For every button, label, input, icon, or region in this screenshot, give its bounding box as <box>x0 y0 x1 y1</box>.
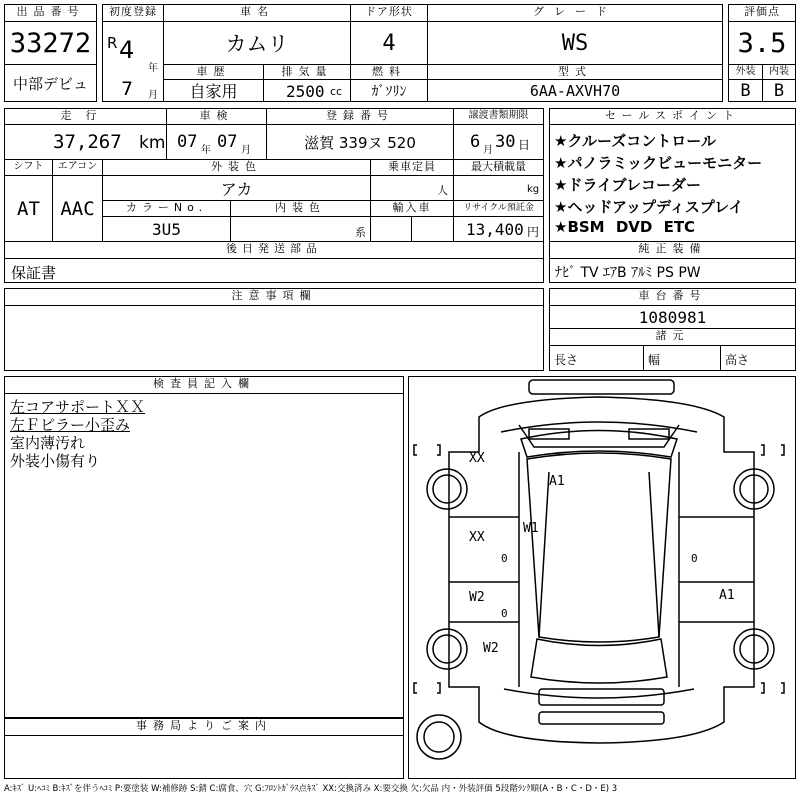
import-label: 輸入車 <box>371 201 453 215</box>
mileage-label: 走行 <box>5 109 166 123</box>
inspector-notes <box>4 393 404 718</box>
later-parts-value: 保証書 <box>11 264 57 282</box>
color-no-label: カラーNo. <box>103 201 230 215</box>
notes-area <box>4 305 544 371</box>
height-cell <box>720 345 796 371</box>
dims-label: 諸元 <box>550 329 795 343</box>
interior-label: 内装 <box>763 65 795 79</box>
mark-a1-roof: A1 <box>549 474 565 489</box>
plate-label-cell <box>266 108 454 125</box>
inspector-label: 検査員記入欄 <box>5 377 403 391</box>
transfer-day: 30 <box>495 132 516 152</box>
office-label: 事務局よりご案内 <box>5 719 403 733</box>
displacement-unit: cc <box>330 85 343 98</box>
inspection-year: 07 <box>177 132 198 152</box>
int-color-unit: 系 <box>355 226 366 239</box>
inspector-line: 外装小傷有り <box>10 452 101 470</box>
transfer-month-unit: 月 <box>483 145 493 156</box>
mark-xx-front-left: XX <box>469 451 485 466</box>
equipment-label-cell <box>549 241 796 259</box>
capacity-label-cell <box>370 159 454 176</box>
exterior-grade: B <box>728 79 763 102</box>
displacement-label-cell <box>263 64 351 80</box>
inspector-line: 左コアサポートＸＸ <box>10 398 146 416</box>
recycle-unit: 円 <box>527 225 540 239</box>
load-unit: kg <box>527 184 540 195</box>
sales-point-item: ★クルーズコントロール <box>554 132 716 150</box>
office-label-cell <box>4 718 404 736</box>
sales-points-list <box>549 124 796 242</box>
transfer-day-unit: 日 <box>518 138 531 152</box>
later-parts-label-cell <box>4 241 544 259</box>
mark-a1-right: A1 <box>719 588 735 603</box>
recycle-cell <box>453 216 544 242</box>
history-label-cell <box>163 64 264 80</box>
history: 自家用 <box>163 79 264 102</box>
model-label: 型式 <box>428 65 722 79</box>
grade-label: グレード <box>428 5 722 19</box>
displacement-cell <box>263 79 351 102</box>
mileage-unit: km <box>139 133 166 153</box>
reg-year: 4 <box>119 36 135 64</box>
car-name-label-cell <box>163 4 351 22</box>
height-label: 高さ <box>725 353 750 367</box>
chassis-label-cell <box>549 288 796 306</box>
ac: AAC <box>52 175 103 242</box>
office-area <box>4 735 404 779</box>
sales-point-item: ★ドライブレコーダー <box>554 176 701 194</box>
shift-label-cell <box>4 159 53 176</box>
month-unit: 月 <box>148 90 158 101</box>
ac-label: エアコン <box>53 160 102 174</box>
sales-point-item: ★BSM DVD ETC <box>554 218 696 236</box>
capacity-cell <box>370 175 454 201</box>
body-color: アカ <box>102 175 371 201</box>
int-color-label: 内装色 <box>231 201 370 215</box>
model-label-cell <box>427 64 723 80</box>
inspector-line: 左Ｆピラー小歪み <box>10 416 131 434</box>
inspection-year-unit: 年 <box>201 145 211 156</box>
grade: WS <box>427 21 723 65</box>
door-label-cell <box>350 4 428 22</box>
grade-label-cell <box>427 4 723 22</box>
load-cell <box>453 175 544 201</box>
transfer-month: 6 <box>470 132 481 152</box>
inspector-line: 室内薄汚れ <box>10 434 86 452</box>
load-label-cell <box>453 159 544 176</box>
int-color-label-cell <box>230 200 371 217</box>
mark-xx-left-door: XX <box>469 530 485 545</box>
chassis-number: 1080981 <box>549 305 796 329</box>
footer-legend: A:ｷｽﾞ U:ﾍｺﾐ B:ｷｽﾞを伴うﾍｺﾐ P:要塗装 W:補修跡 S:錆 C:腐食、穴 G:ﾌﾛﾝﾄｶﾞﾗｽ点ｷｽﾞ XX:交換済み X:要交換 欠:欠品 内・外装評価 5段階ﾗﾝｸ順(A・B・C・D・E) 3 <box>4 784 618 794</box>
mark-zero-2: 0 <box>501 607 508 620</box>
sales-point-item: ★ヘッドアップディスプレイ <box>554 198 744 216</box>
notes-label-cell <box>4 288 544 306</box>
plate-number: 滋賀 339ヌ 520 <box>266 124 454 160</box>
lot-label-cell <box>4 4 97 22</box>
transfer-label-cell <box>453 108 544 125</box>
interior-grade: B <box>762 79 796 102</box>
capacity-label: 乗車定員 <box>371 160 453 174</box>
sales-point-item: ★パノラミックビューモニター <box>554 154 763 172</box>
mark-w1-pillar: W1 <box>523 521 539 536</box>
auction-site: 中部デビュ <box>4 64 97 102</box>
exterior-label: 外装 <box>729 65 762 79</box>
fuel-label-cell <box>350 64 428 80</box>
inspection-cell <box>166 124 267 160</box>
door-label: ドア形状 <box>351 5 427 19</box>
first-registration <box>102 21 164 102</box>
dims-label-cell <box>549 328 796 346</box>
recycle-label: リサイクル預託金 <box>454 201 543 215</box>
sales-points-label: セールスポイント <box>550 109 795 123</box>
year-unit: 年 <box>148 63 158 74</box>
later-parts-cell <box>4 258 544 283</box>
later-parts-label: 後日発送部品 <box>5 242 543 256</box>
inspector-label-cell <box>4 376 404 394</box>
import-box-2 <box>411 216 454 242</box>
recycle-fee: 13,400 <box>466 220 524 239</box>
color-number: 3U5 <box>102 216 231 242</box>
score-label-cell <box>728 4 796 22</box>
width-label: 幅 <box>648 353 661 367</box>
notes-label: 注意事項欄 <box>5 289 543 303</box>
sales-points-label-cell <box>549 108 796 125</box>
equipment-label: 純正装備 <box>550 242 795 256</box>
color-label-cell <box>102 159 371 176</box>
chassis-label: 車台番号 <box>550 289 795 303</box>
shift: AT <box>4 175 53 242</box>
transfer-label: 譲渡書類期限 <box>454 109 543 123</box>
lot-number: 33272 <box>4 21 97 65</box>
transfer-cell <box>453 124 544 160</box>
mark-zero-3: 0 <box>691 552 698 565</box>
car-diagram <box>408 376 796 779</box>
displacement: 2500 <box>286 82 325 101</box>
mark-zero-1: 0 <box>501 552 508 565</box>
mileage-cell <box>4 124 167 160</box>
recycle-label-cell <box>453 200 544 217</box>
first-reg-label: 初度登録 <box>103 5 163 19</box>
lot-label: 出品番号 <box>5 5 96 19</box>
mark-w2-left: W2 <box>469 590 485 605</box>
era: R <box>107 34 118 52</box>
fuel: ｶﾞｿﾘﾝ <box>350 79 428 102</box>
mileage: 37,267 <box>53 131 122 153</box>
equipment-cell <box>549 258 796 283</box>
inspection-label-cell <box>166 108 267 125</box>
inspection-label: 車検 <box>167 109 266 123</box>
shift-label: シフト <box>5 160 52 174</box>
score-label: 評価点 <box>729 5 795 19</box>
car-diagram-svg <box>409 377 796 779</box>
score: 3.5 <box>728 21 796 65</box>
plate-label: 登録番号 <box>267 109 453 123</box>
capacity-unit: 人 <box>437 184 448 197</box>
car-name: カムリ <box>163 21 351 65</box>
model-code: 6AA-AXVH70 <box>427 79 723 102</box>
load-label: 最大積載量 <box>454 160 543 174</box>
exterior-label-cell <box>728 64 763 80</box>
import-label-cell <box>370 200 454 217</box>
interior-label-cell <box>762 64 796 80</box>
import-box-1 <box>370 216 412 242</box>
color-no-label-cell <box>102 200 231 217</box>
width-cell <box>643 345 721 371</box>
door-count: 4 <box>350 21 428 65</box>
ac-label-cell <box>52 159 103 176</box>
mileage-label-cell <box>4 108 167 125</box>
inspection-month: 07 <box>217 132 238 152</box>
reg-month: 7 <box>121 78 134 100</box>
int-color-cell <box>230 216 371 242</box>
inspection-month-unit: 月 <box>241 145 251 156</box>
first-reg-label-cell <box>102 4 164 22</box>
color-label: 外装色 <box>103 160 370 174</box>
length-cell <box>549 345 644 371</box>
equipment-value: ﾅﾋﾞ TV ｴｱB ｱﾙﾐ PS PW <box>555 265 701 281</box>
car-name-label: 車名 <box>164 5 350 19</box>
fuel-label: 燃料 <box>351 65 427 79</box>
mark-w2-rear: W2 <box>483 641 499 656</box>
length-label: 長さ <box>554 353 579 367</box>
history-label: 車歴 <box>164 65 263 79</box>
displacement-label: 排気量 <box>264 65 350 79</box>
